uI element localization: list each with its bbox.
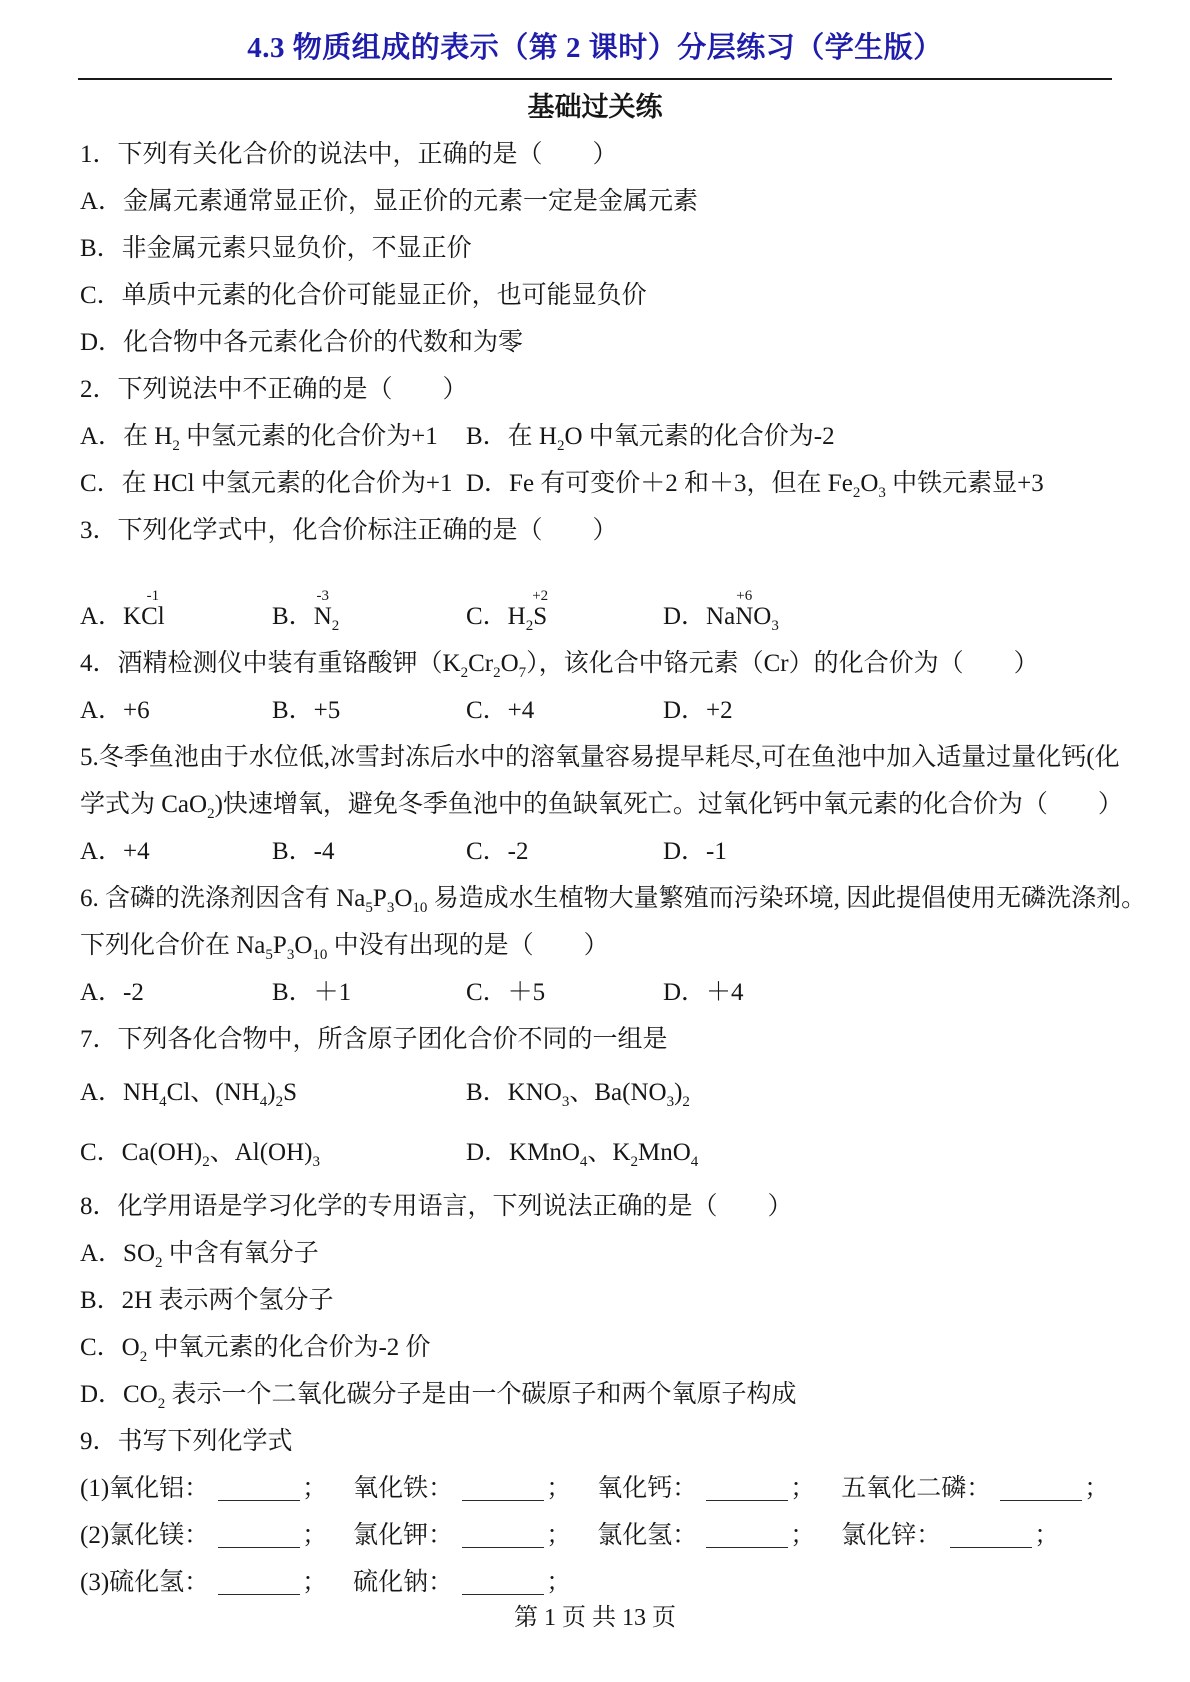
question-9-line-2: [80, 1512, 1110, 1559]
fill-separator: ；: [546, 1522, 572, 1549]
fill-separator: ；: [302, 1475, 328, 1502]
question-6-stem-line-2: 下列化合价在 $Na_5P_3O_{10}$ 中没有出现的是（ ）: [80, 932, 609, 963]
fill-item-iron-oxide: [353, 1475, 571, 1502]
question-2-option-d: D．Fe 有可变价＋2 和＋3，但在 $Fe_2O_3$ 中铁元素显+3: [466, 470, 1044, 501]
fill-item-magnesium-chloride: [80, 1522, 327, 1549]
fill-label: 硫化钠：: [353, 1569, 454, 1596]
question-8-option-a: A．$SO_2$ 中含有氧分子: [80, 1240, 319, 1271]
question-1-option-d: D．化合物中各元素化合价的代数和为零: [80, 329, 524, 356]
question-5-option-c: C．-2: [466, 838, 529, 865]
fill-separator: ；: [790, 1475, 816, 1502]
fill-item-calcium-oxide: [597, 1475, 815, 1502]
answer-blank: [706, 1521, 788, 1548]
fill-separator: ；: [302, 1569, 328, 1596]
fill-item-sodium-sulfide: [353, 1569, 571, 1596]
question-7-options-row-2: [80, 1123, 1110, 1183]
question-3-option-b: B． -3 $N_2$: [272, 588, 340, 634]
question-8-option-c: C．$O_2$ 中氧元素的化合价为-2 价: [80, 1334, 431, 1365]
question-5: [80, 734, 1123, 875]
question-7-stem: 7．下列各化合物中，所含原子团化合价不同的一组是: [80, 1026, 668, 1053]
question-7-options-row-1: [80, 1063, 1110, 1123]
question-4-option-d: D．+2: [663, 697, 733, 724]
question-3-stem: 3．下列化学式中，化合价标注正确的是（ ）: [80, 517, 618, 544]
answer-blank: [218, 1474, 300, 1501]
question-5-options-row: [80, 828, 1110, 875]
question-7: [80, 1016, 1110, 1183]
page-number: 第 1 页 共 13 页: [514, 1605, 676, 1631]
question-4: [80, 640, 1110, 734]
fill-label: 氯化锌：: [841, 1522, 942, 1549]
question-4-options-row: [80, 687, 1110, 734]
question-2: [80, 366, 1110, 507]
question-7-option-b: B．$KNO_3$、$Ba(NO_3)_2$: [466, 1079, 690, 1110]
answer-blank: [218, 1568, 300, 1595]
question-6-options-row: [80, 969, 1110, 1016]
question-6-option-a: A．-2: [80, 979, 144, 1006]
answer-blank: [462, 1521, 544, 1548]
question-1-option-c: C．单质中元素的化合价可能显正价，也可能显负价: [80, 282, 647, 309]
fill-label: 氧化钙：: [597, 1475, 698, 1502]
question-2-option-a: A．在 $H_2$ 中氢元素的化合价为+1: [80, 423, 438, 454]
question-3-option-a: A．K -1 Cl: [80, 588, 165, 630]
question-3-options-row: [80, 554, 1110, 640]
question-7-option-d: D．KMnO$_4$、$K_2MnO_4$: [466, 1139, 699, 1170]
question-6-option-b: B．＋1: [272, 979, 352, 1006]
question-5-option-b: B．-4: [272, 838, 335, 865]
fill-separator: ；: [1084, 1475, 1110, 1502]
question-9: [80, 1418, 1110, 1606]
question-3: [80, 507, 1110, 640]
question-9-stem: 9．书写下列化学式: [80, 1428, 293, 1455]
fill-label: (1)氧化铝：: [80, 1475, 210, 1502]
question-8-option-d: D．$CO_2$ 表示一个二氧化碳分子是由一个碳原子和两个氧原子构成: [80, 1381, 797, 1412]
question-1-option-a: A．金属元素通常显正价，显正价的元素一定是金属元素: [80, 188, 699, 215]
question-4-option-a: A．+6: [80, 697, 150, 724]
question-3-option-d: D．Na +6 $NO_3$: [663, 588, 779, 634]
doc-title: 4.3 物质组成的表示（第 2 课时）分层练习（学生版）: [247, 32, 943, 64]
fill-separator: ；: [546, 1569, 572, 1596]
question-5-option-a: A．+4: [80, 838, 150, 865]
question-2-option-c: C．在 HCl 中氢元素的化合价为+1: [80, 470, 453, 497]
answer-blank: [462, 1568, 544, 1595]
question-8-option-b: B．2H 表示两个氢分子: [80, 1287, 334, 1314]
fill-separator: ；: [1034, 1522, 1060, 1549]
question-7-option-a: A．$NH_4Cl$、$(NH_4)_2S$: [80, 1079, 297, 1110]
fill-item-phosphorus-pentoxide: [841, 1475, 1109, 1502]
question-2-options-row-1: [80, 413, 1110, 460]
question-6-stem-line-1: 6. 含磷的洗涤剂因含有 $Na_5P_3O_{10}$ 易造成水生植物大量繁殖而污染环境, 因此提倡使用无磷洗涤剂。: [80, 885, 1147, 916]
fill-label: (2)氯化镁：: [80, 1522, 210, 1549]
question-2-option-b: B．在 $H_2O$ 中氧元素的化合价为-2: [466, 423, 835, 454]
fill-item-zinc-chloride: [841, 1522, 1059, 1549]
fill-label: 氯化钾：: [353, 1522, 454, 1549]
question-6-option-c: C．＋5: [466, 979, 546, 1006]
worksheet-body: [0, 131, 1190, 1606]
answer-blank: [218, 1521, 300, 1548]
question-8: [80, 1183, 1110, 1418]
fill-label: 五氧化二磷：: [841, 1475, 992, 1502]
question-4-option-b: B．+5: [272, 697, 341, 724]
fill-item-aluminium-oxide: [80, 1475, 327, 1502]
answer-blank: [1000, 1474, 1082, 1501]
fill-item-hydrogen-chloride: [597, 1522, 815, 1549]
question-4-option-c: C．+4: [466, 697, 535, 724]
question-5-stem-line-1: 5.冬季鱼池由于水位低,冰雪封冻后水中的溶氧量容易提早耗尽,可在鱼池中加入适量过量化钙(化: [80, 744, 1120, 771]
fill-item-hydrogen-sulfide: [80, 1569, 327, 1596]
fill-separator: ；: [302, 1522, 328, 1549]
answer-blank: [950, 1521, 1032, 1548]
fill-label: 氯化氢：: [597, 1522, 698, 1549]
question-6: [80, 875, 1147, 1016]
question-2-stem: 2．下列说法中不正确的是（ ）: [80, 376, 468, 403]
header-divider: [78, 78, 1112, 80]
question-3-option-c: C．$H_2$ +2 S: [466, 588, 549, 634]
fill-separator: ；: [546, 1475, 572, 1502]
answer-blank: [706, 1474, 788, 1501]
question-4-stem: 4．酒精检测仪中装有重铬酸钾$(K_2Cr_2O_7)$，该化合中铬元素（Cr）的化合价为（ ）: [80, 650, 1039, 681]
fill-label: (3)硫化氢：: [80, 1569, 210, 1596]
fill-label: 氧化铁：: [353, 1475, 454, 1502]
question-8-stem: 8．化学用语是学习化学的专用语言，下列说法正确的是（ ）: [80, 1193, 793, 1220]
section-header: 基础过关练: [527, 92, 663, 122]
question-5-stem-line-2: 学式为 CaO$_2$)快速增氧，避免冬季鱼池中的鱼缺氧死亡。过氧化钙中氧元素的化合价为（ ）: [80, 791, 1123, 822]
answer-blank: [462, 1474, 544, 1501]
question-2-options-row-2: [80, 460, 1110, 507]
question-1-stem: 1．下列有关化合价的说法中，正确的是（ ）: [80, 141, 618, 168]
question-7-option-c: C．$Ca(OH)_2$、$Al(OH)_3$: [80, 1139, 320, 1170]
fill-item-potassium-chloride: [353, 1522, 571, 1549]
question-6-option-d: D．＋4: [663, 979, 744, 1006]
fill-separator: ；: [790, 1522, 816, 1549]
question-5-option-d: D．-1: [663, 838, 727, 865]
question-1: [80, 131, 1110, 366]
question-1-option-b: B．非金属元素只显负价，不显正价: [80, 235, 472, 262]
question-9-line-1: [80, 1465, 1110, 1512]
